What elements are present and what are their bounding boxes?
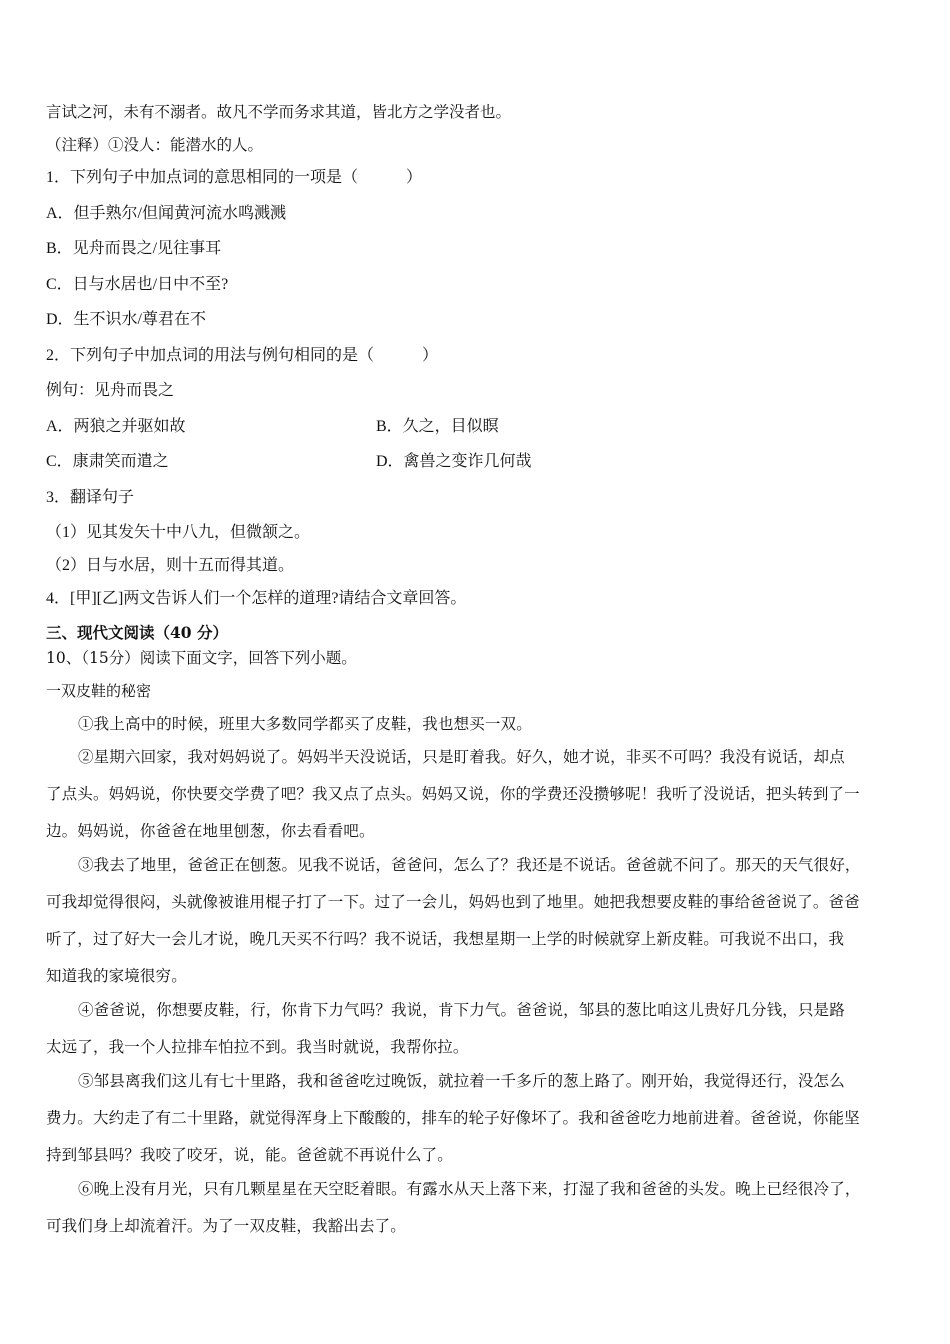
story-line: ⑤邹县离我们这儿有七十里路，我和爸爸吃过晚饭，就拉着一千多斤的葱上路了。刚开始，我觉得还行，没怎么 [78,1072,845,1090]
story-title: 一双皮鞋的秘密 [46,682,152,700]
story-line: 边。妈妈说，你爸爸在地里刨葱，你去看看吧。 [46,822,375,840]
story-line: 听了，过了好大一会儿才说，晚几天买不行吗？我不说话，我想星期一上学的时候就穿上新皮鞋。可我说不出口，我 [46,930,845,948]
question-2-example: 例句：见舟而畏之 [46,382,175,399]
question-2-option-a: A．两狼之并驱如故 [46,418,186,435]
question-1-stem: 1．下列句子中加点词的意思相同的一项是（ ） [46,169,423,186]
story-line: 知道我的家境很穷。 [46,967,187,985]
story-line: 了点头。妈妈说，你快要交学费了吧？我又点了点头。妈妈又说，你的学费还没攒够呢！我听了没说话，把头转到了一 [46,785,860,803]
story-line: 持到邹县吗？我咬了咬牙，说，能。爸爸就不再说什么了。 [46,1146,453,1164]
question-1-option-b: B．见舟而畏之/见往事耳 [46,240,222,257]
story-line: 可我却觉得很闷，头就像被谁用棍子打了一下。过了一会儿，妈妈也到了地里。她把我想要皮鞋的事给爸爸说了。爸爸 [46,893,860,911]
question-1-option-c: C．日与水居也/日中不至? [46,276,229,293]
question-1-option-a: A．但手熟尔/但闻黄河流水鸣溅溅 [46,205,287,222]
question-10-instruction: 10、（15分）阅读下面文字，回答下列小题。 [46,649,357,667]
question-2-option-c: C．康肃笑而遣之 [46,453,169,470]
story-line: ①我上高中的时候，班里大多数同学都买了皮鞋，我也想买一双。 [78,715,532,733]
question-2-option-d: D．禽兽之变诈几何哉 [376,453,532,470]
story-line: ⑥晚上没有月光，只有几颗星星在天空眨着眼。有露水从天上落下来，打湿了我和爸爸的头发。晚上已经很冷了， [78,1180,861,1198]
question-2-option-b: B．久之，目似瞑 [376,418,499,435]
question-3-item-2: （2）日与水居，则十五而得其道。 [46,557,295,574]
story-line: 费力。大约走了有二十里路，就觉得浑身上下酸酸的，排车的轮子好像坏了。我和爸爸吃力地前进着。爸爸说，你能坚 [46,1109,860,1127]
question-3-item-1: （1）见其发矢十中八九，但微颔之。 [46,524,311,541]
section-heading: 三、现代文阅读（40 分） [46,623,228,642]
story-line: ④爸爸说，你想要皮鞋，行，你肯下力气吗？我说，肯下力气。爸爸说，邹县的葱比咱这儿贵好几分钱，只是路 [78,1001,845,1019]
passage-final-line: 言试之河，未有不溺者。故凡不学而务求其道，皆北方之学没者也。 [46,103,512,121]
question-2-stem: 2．下列句子中加点词的用法与例句相同的是（ ） [46,347,439,364]
story-line: 太远了，我一个人拉排车怕拉不到。我当时就说，我帮你拉。 [46,1038,469,1056]
story-line: ②星期六回家，我对妈妈说了。妈妈半天没说话，只是盯着我。好久，她才说，非买不可吗？我没有说话，却点 [78,748,845,766]
story-line: 可我们身上却流着汗。为了一双皮鞋，我豁出去了。 [46,1217,406,1235]
story-line: ③我去了地里，爸爸正在刨葱。见我不说话，爸爸问，怎么了？我还是不说话。爸爸就不问了。那天的天气很好， [78,856,861,874]
question-4-stem: 4．[甲][乙]两文告诉人们一个怎样的道理?请结合文章回答。 [46,590,467,607]
annotation-note: （注释）①没人：能潜水的人。 [46,136,264,154]
question-3-stem: 3．翻译句子 [46,489,135,506]
question-1-option-d: D．生不识水/尊君在不 [46,311,207,328]
